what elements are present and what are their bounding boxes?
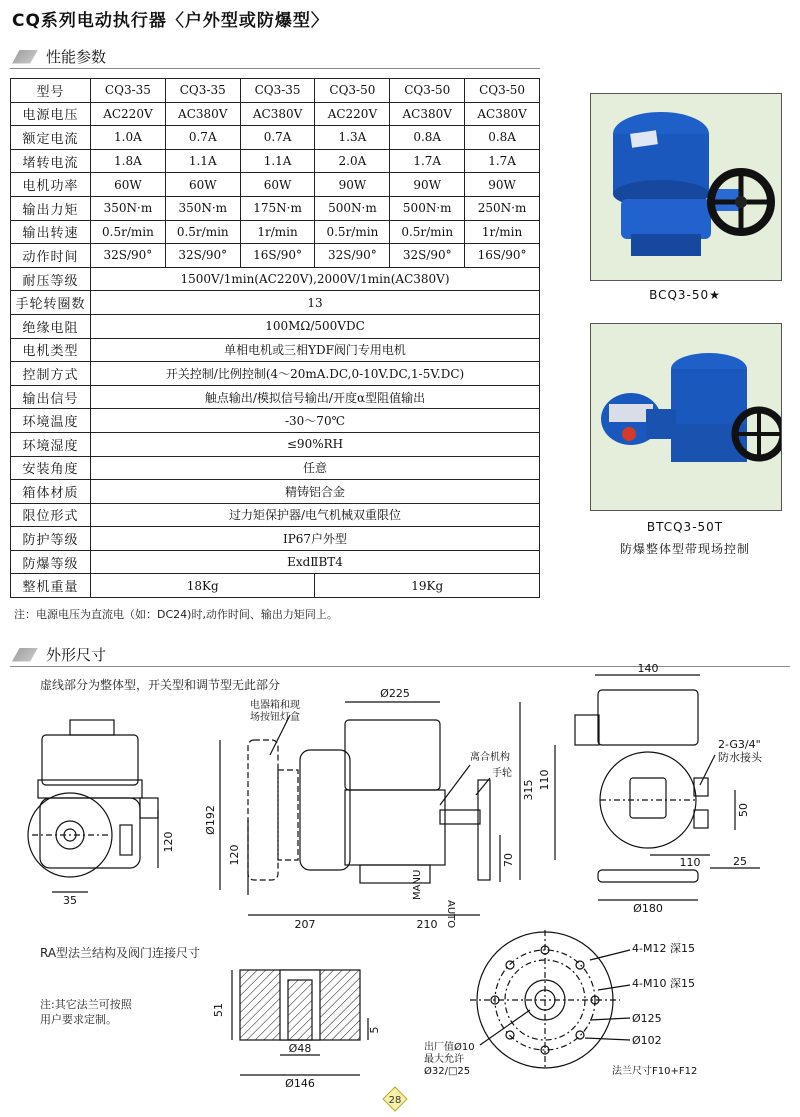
spec-cell: 0.5r/min <box>390 220 465 244</box>
spec-row <box>11 196 540 220</box>
spec-row <box>11 267 540 291</box>
dim-140: 140 <box>637 662 659 675</box>
spec-row <box>11 385 540 409</box>
spec-cell: AC380V <box>390 102 465 126</box>
spec-label: 防护等级 <box>11 527 91 551</box>
flange-label-factory: 出厂值Ø10 <box>424 1042 475 1053</box>
flange-title: RA型法兰结构及阀门连接尺寸 <box>40 946 201 960</box>
spec-value: 过力矩保护器/电气机械双重限位 <box>91 503 540 527</box>
spec-row <box>11 79 540 103</box>
spec-value: 任意 <box>91 456 540 480</box>
spec-row <box>11 480 540 504</box>
spec-cell: 60W <box>240 173 315 197</box>
spec-cell: 1.7A <box>390 149 465 173</box>
spec-label: 安装角度 <box>11 456 91 480</box>
section-title: 性能参数 <box>46 48 107 66</box>
flange-label-m10: 4-M10 深15 <box>632 977 695 990</box>
dim-50: 50 <box>737 803 750 817</box>
spec-cell: 32S/90° <box>315 244 390 268</box>
flange-dim-146: Ø146 <box>285 1077 315 1090</box>
spec-label: 控制方式 <box>11 362 91 386</box>
dim-180: Ø180 <box>633 902 663 915</box>
flange-note-line2: 用户要求定制。 <box>40 1013 117 1026</box>
spec-cell: 175N·m <box>240 196 315 220</box>
flange-label-size: 法兰尺寸F10+F12 <box>612 1066 698 1077</box>
voltage-note: 注：电源电压为直流电（如：DC24)时,动作时间、输出力矩同上。 <box>14 608 338 621</box>
spec-row <box>11 314 540 338</box>
dim-70: 70 <box>502 853 515 867</box>
dim-110-horiz: 110 <box>679 856 701 869</box>
spec-cell: AC380V <box>240 102 315 126</box>
spec-cell: CQ3-50 <box>465 79 540 103</box>
label-auto: AUTO <box>445 900 456 929</box>
spec-cell: 90W <box>465 173 540 197</box>
spec-label: 动作时间 <box>11 244 91 268</box>
spec-cell: AC220V <box>315 102 390 126</box>
spec-cell: 1.8A <box>91 149 166 173</box>
spec-row <box>11 527 540 551</box>
spec-cell: 0.8A <box>465 126 540 150</box>
spec-label: 电机功率 <box>11 173 91 197</box>
spec-cell: 500N·m <box>390 196 465 220</box>
spec-cell: 1.0A <box>91 126 166 150</box>
spec-row <box>11 338 540 362</box>
spec-cell: AC220V <box>91 102 166 126</box>
spec-label: 电源电压 <box>11 102 91 126</box>
spec-cell: 32S/90° <box>91 244 166 268</box>
spec-label: 输出信号 <box>11 385 91 409</box>
photo2-caption-model: BTCQ3-50T <box>646 520 724 534</box>
spec-cell: 60W <box>91 173 166 197</box>
flange-dim-48: Ø48 <box>288 1042 312 1055</box>
actuator-illustration-1 <box>591 94 781 280</box>
spec-row <box>11 574 540 598</box>
label-electric-box: 电器箱和现 <box>250 700 300 711</box>
section-title: 外形尺寸 <box>46 646 107 664</box>
photo1-caption: BCQ3-50★ <box>649 288 721 302</box>
spec-label: 限位形式 <box>11 503 91 527</box>
spec-row <box>11 220 540 244</box>
flange-dim-102: Ø102 <box>632 1034 662 1047</box>
spec-cell: 250N·m <box>465 196 540 220</box>
spec-label: 手轮转圈数 <box>11 291 91 315</box>
flange-drawing <box>0 930 800 1090</box>
spec-cell: 16S/90° <box>240 244 315 268</box>
spec-value: 100MΩ/500VDC <box>91 314 540 338</box>
spec-cell: 350N·m <box>91 196 166 220</box>
spec-weight-right: 19Kg <box>315 574 540 598</box>
spec-label: 防爆等级 <box>11 550 91 574</box>
dim-192: Ø192 <box>204 805 217 835</box>
spec-cell: CQ3-35 <box>165 79 240 103</box>
spec-cell: 32S/90° <box>390 244 465 268</box>
spec-cell: 60W <box>165 173 240 197</box>
product-photo-btcq3 <box>590 323 782 511</box>
spec-label: 输出力矩 <box>11 196 91 220</box>
spec-cell: 2.0A <box>315 149 390 173</box>
spec-cell: 0.5r/min <box>165 220 240 244</box>
spec-value: 开关控制/比例控制(4～20mA.DC,0-10V.DC,1-5V.DC) <box>91 362 540 386</box>
spec-cell: AC380V <box>165 102 240 126</box>
spec-cell: CQ3-35 <box>240 79 315 103</box>
spec-cell: CQ3-35 <box>91 79 166 103</box>
flange-label-max: 最大允许 <box>424 1054 464 1065</box>
spec-row <box>11 291 540 315</box>
label-clutch: 离合机构 <box>470 752 510 763</box>
dim-120-left: 120 <box>162 831 175 853</box>
spec-cell: 0.7A <box>165 126 240 150</box>
flange-label-m12: 4-M12 深15 <box>632 942 695 955</box>
flange-dim-5: 5 <box>368 1026 381 1034</box>
spec-value: 触点输出/模拟信号输出/开度α型阻值输出 <box>91 385 540 409</box>
spec-value: -30～70℃ <box>91 409 540 433</box>
section-header-performance <box>12 46 106 67</box>
spec-cell: 90W <box>390 173 465 197</box>
label-waterproof: 防水接头 <box>718 751 762 764</box>
dim-210: 210 <box>416 918 438 931</box>
product-photo-bcq3 <box>590 93 782 281</box>
dim-35: 35 <box>63 894 77 907</box>
spec-label: 绝缘电阻 <box>11 314 91 338</box>
section-marker-icon <box>12 50 38 64</box>
spec-row <box>11 126 540 150</box>
dim-225: Ø225 <box>380 687 410 700</box>
spec-cell: CQ3-50 <box>315 79 390 103</box>
spec-cell: 1.7A <box>465 149 540 173</box>
divider <box>10 68 540 69</box>
spec-label: 环境湿度 <box>11 432 91 456</box>
flange-note-line1: 注:其它法兰可按照 <box>40 998 132 1011</box>
spec-cell: 1r/min <box>240 220 315 244</box>
spec-value: 13 <box>91 291 540 315</box>
spec-cell: 0.7A <box>240 126 315 150</box>
spec-table <box>10 78 540 598</box>
spec-cell: 1.1A <box>165 149 240 173</box>
page-title: CQ系列电动执行器〈户外型或防爆型〉 <box>12 11 329 31</box>
actuator-illustration-2 <box>591 324 781 510</box>
spec-cell: 16S/90° <box>465 244 540 268</box>
page-number: 28 <box>388 1095 402 1106</box>
dim-120-mid: 120 <box>228 844 241 866</box>
spec-row <box>11 503 540 527</box>
spec-cell: AC380V <box>465 102 540 126</box>
spec-label: 箱体材质 <box>11 480 91 504</box>
spec-label: 耐压等级 <box>11 267 91 291</box>
flange-label-max-size: Ø32/□25 <box>424 1066 471 1077</box>
spec-value: 单相电机或三相YDF阀门专用电机 <box>91 338 540 362</box>
spec-label: 型号 <box>11 79 91 103</box>
spec-value: ≤90%RH <box>91 432 540 456</box>
spec-row <box>11 409 540 433</box>
spec-value: 1500V/1min(AC220V),2000V/1min(AC380V) <box>91 267 540 291</box>
spec-cell: 1r/min <box>465 220 540 244</box>
dim-315: 315 <box>522 779 535 801</box>
dim-25: 25 <box>733 855 747 868</box>
spec-cell: 1.1A <box>240 149 315 173</box>
label-button-box: 场按钮灯盒 <box>250 712 300 723</box>
spec-cell: 0.5r/min <box>91 220 166 244</box>
spec-value: IP67户外型 <box>91 527 540 551</box>
dim-207: 207 <box>294 918 316 931</box>
page-badge-icon <box>382 1086 408 1112</box>
spec-weight-left: 18Kg <box>91 574 315 598</box>
spec-cell: 0.8A <box>390 126 465 150</box>
spec-row <box>11 102 540 126</box>
flange-dim-125: Ø125 <box>632 1012 662 1025</box>
spec-row <box>11 550 540 574</box>
spec-label: 堵转电流 <box>11 149 91 173</box>
photo2-caption-desc: 防爆整体型带现场控制 <box>619 542 750 556</box>
spec-row <box>11 432 540 456</box>
spec-cell: CQ3-50 <box>390 79 465 103</box>
spec-row <box>11 362 540 386</box>
spec-cell: 0.5r/min <box>315 220 390 244</box>
spec-label: 整机重量 <box>11 574 91 598</box>
dash-note: 虚线部分为整体型，开关型和调节型无此部分 <box>40 678 281 692</box>
spec-label: 电机类型 <box>11 338 91 362</box>
label-g34: 2-G3/4" <box>718 738 761 751</box>
label-handwheel: 手轮 <box>492 768 512 779</box>
spec-cell: 32S/90° <box>165 244 240 268</box>
spec-row <box>11 173 540 197</box>
page-number-badge <box>382 1086 408 1112</box>
spec-cell: 350N·m <box>165 196 240 220</box>
label-manu: MANU <box>412 869 423 900</box>
flange-dim-51: 51 <box>212 1003 225 1017</box>
spec-row <box>11 149 540 173</box>
spec-value: ExdⅡBT4 <box>91 550 540 574</box>
spec-cell: 1.3A <box>315 126 390 150</box>
spec-label: 额定电流 <box>11 126 91 150</box>
spec-row <box>11 456 540 480</box>
dimension-drawing <box>0 660 800 940</box>
spec-row <box>11 244 540 268</box>
spec-cell: 500N·m <box>315 196 390 220</box>
dim-110-vert: 110 <box>538 769 551 791</box>
spec-label: 环境温度 <box>11 409 91 433</box>
spec-cell: 90W <box>315 173 390 197</box>
spec-label: 输出转速 <box>11 220 91 244</box>
spec-value: 精铸铝合金 <box>91 480 540 504</box>
